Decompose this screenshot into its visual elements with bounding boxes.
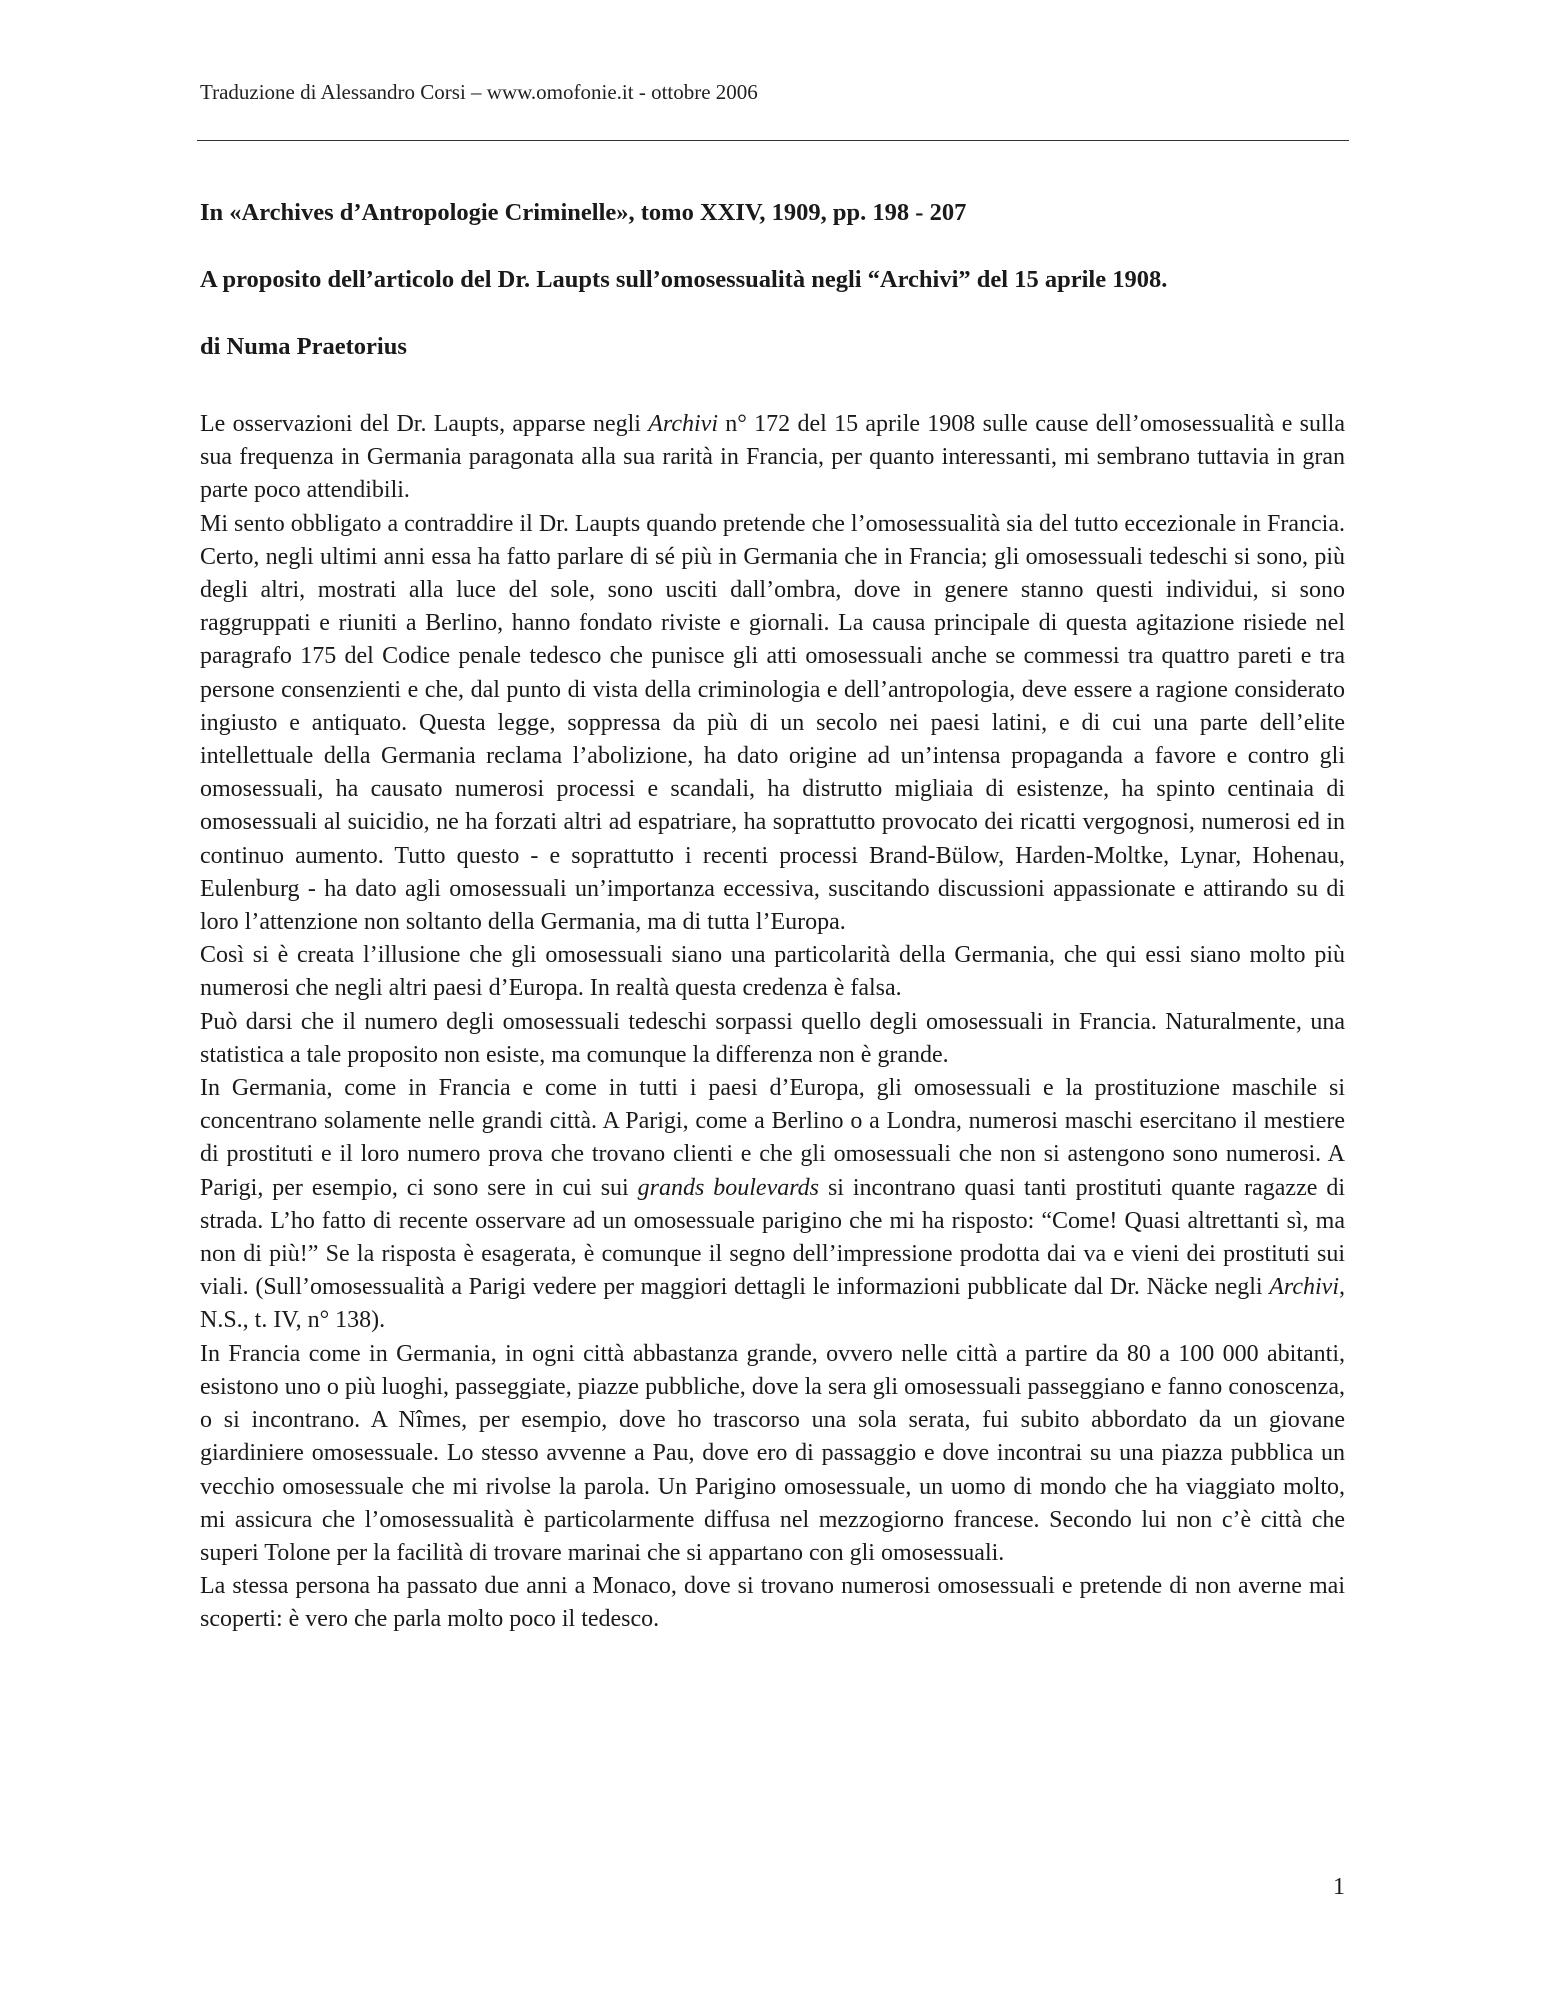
page-number: 1 bbox=[1333, 1874, 1345, 1900]
source-heading: In «Archives d’Antropologie Criminelle», tomo XXIV, 1909, pp. 198 - 207 bbox=[200, 199, 967, 226]
paragraph-5-text-a: In Germania, come in Francia e come in tutti i paesi d’Europa, gli omosessuali e la prostituzione maschile si concentrano solamente nelle grandi città. A Parigi, come a Berlino o a Londra, numerosi maschi esercitano il mestiere di prostituti e il loro numero prova che trovano clienti e che gli omosessuali che non si astengono sono numerosi. A Parigi, per esempio, ci sono sere in cui sui bbox=[200, 1075, 1345, 1201]
paragraph-5-italic-boulevards: grands boulevards bbox=[637, 1174, 820, 1201]
author-line: di Numa Praetorius bbox=[200, 333, 407, 360]
paragraph-3: Così si è creata l’illusione che gli omosessuali siano una particolarità della Germania, che qui essi siano molto più numerosi che negli altri paesi d’Europa. In realtà questa credenza è falsa. bbox=[200, 942, 1345, 1002]
running-header: Traduzione di Alessandro Corsi – www.omofonie.it - ottobre 2006 bbox=[200, 80, 758, 104]
paragraph-2: Mi sento obbligato a contraddire il Dr. Laupts quando pretende che l’omosessualità sia del tutto eccezionale in Francia. Certo, negli ultimi anni essa ha fatto parlare di sé più in Germania che in Francia; gli omosessuali tedeschi si sono, più degli altri, mostrati alla luce del sole, sono usciti dall’ombra, dove in genere stanno questi individui, si sono raggruppati e riuniti a Berlino, hanno fondato riviste e giornali. La causa principale di questa agitazione risiede nel paragrafo 175 del Codice penale tedesco che punisce gli atti omosessuali anche se commessi tra quattro pareti e tra persone consenzienti e che, dal punto di vista della criminologia e dell’antropologia, deve essere a ragione considerato ingiusto e antiquato. Questa legge, soppressa da più di un secolo nei paesi latini, e di cui una parte dell’elite intellettuale della Germania reclama l’abolizione, ha dato origine ad un’intensa propaganda a favore e contro gli omosessuali, ha causato numerosi processi e scandali, ha distrutto migliaia di esistenze, ha spinto centinaia di omosessuali al suicidio, ne ha forzati altri ad espatriare, ha soprattutto provocato dei ricatti vergognosi, numerosi ed in continuo aumento. Tutto questo - e soprattutto i recenti processi Brand-Bülow, Harden-Moltke, Lynar, Hohenau, Eulenburg - ha dato agli omosessuali un’importanza eccessiva, suscitando discussioni appassionate e attirando su di loro l’attenzione non soltanto della Germania, ma di tutta l’Europa. bbox=[200, 510, 1345, 936]
paragraph-1 bbox=[200, 408, 1345, 508]
paragraph-5-text-c: si incontrano quasi tanti prostituti quante ragazze di strada. L’ho fatto di recente osservare ad un omosessuale parigino che mi ha risposto: “Come! Quasi altrettanti sì, ma non di più!” Se la risposta è esagerata, è comunque il segno dell’impressione prodotta dai va e vieni dei prostituti sui viali. (Sull’omosessualità a Parigi vedere per maggiori dettagli le informazioni pubblicate dal Dr. Näcke negli bbox=[200, 1174, 1345, 1301]
article-title: A proposito dell’articolo del Dr. Laupts sull’omosessualità negli “Archivi” del 15 aprile 1908. bbox=[200, 266, 1168, 293]
paragraph-5 bbox=[200, 1072, 1345, 1338]
paragraph-7: La stessa persona ha passato due anni a Monaco, dove si trovano numerosi omosessuali e pretende di non averne mai scoperti: è vero che parla molto poco il tedesco. bbox=[200, 1573, 1345, 1633]
document-content bbox=[200, 196, 1345, 1637]
paragraph-5-text-e: N.S., t. IV, n° 138). bbox=[200, 1307, 386, 1334]
paragraph-1-italic: Archivi bbox=[648, 411, 718, 437]
paragraph-1-text-a: Le osservazioni del Dr. Laupts, apparse negli bbox=[200, 411, 649, 437]
paragraph-4: Può darsi che il numero degli omosessuali tedeschi sorpassi quello degli omosessuali in Francia. Naturalmente, una statistica a tale proposito non esiste, ma comunque la differenza non è grande. bbox=[200, 1008, 1345, 1068]
header-rule bbox=[197, 140, 1349, 141]
paragraph-5-italic-archivi: Archivi, bbox=[1269, 1274, 1345, 1301]
paragraph-6: In Francia come in Germania, in ogni città abbastanza grande, ovvero nelle città a partire da 80 a 100 000 abitanti, esistono uno o più luoghi, passeggiate, piazze pubbliche, dove la sera gli omosessuali passeggiano e fanno conoscenza, o si incontrano. A Nîmes, per esempio, dove ho trascorso una sola serata, fui subito abbordato da un giovane giardiniere omosessuale. Lo stesso avvenne a Pau, dove ero di passaggio e dove incontrai su una piazza pubblica un vecchio omosessuale che mi rivolse la parola. Un Parigino omosessuale, un uomo di mondo che ha viaggiato molto, mi assicura che l’omosessualità è particolarmente diffusa nel mezzogiorno francese. Secondo lui non c’è città che superi Tolone per la facilità di trovare marinai che si appartano con gli omosessuali. bbox=[200, 1340, 1345, 1566]
body-text bbox=[200, 408, 1345, 1637]
paragraph-1-text-c: n° 172 del 15 aprile 1908 sulle cause dell’omosessualità e sulla sua frequenza in Germania paragonata alla sua rarità in Francia, per quanto interessanti, mi sembrano tuttavia in gran parte poco attendibili. bbox=[200, 411, 1345, 504]
